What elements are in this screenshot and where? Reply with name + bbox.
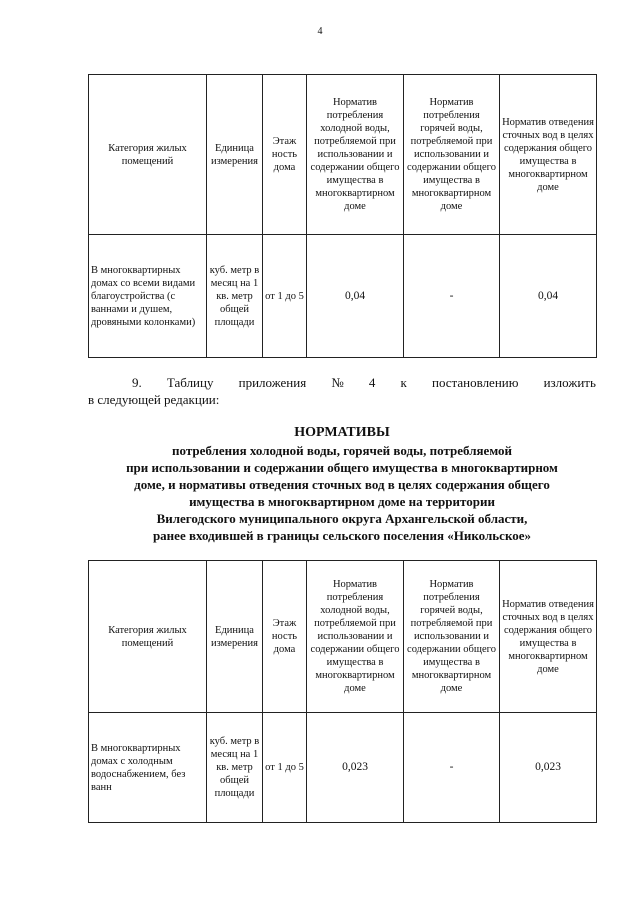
- cell-hot-water: -: [404, 713, 500, 823]
- item-word: изложить: [543, 375, 596, 390]
- table-header-row: [89, 75, 597, 235]
- heading-line: доме, и нормативы отведения сточных вод в целях содержания общего: [134, 477, 550, 492]
- item-9-line-2: в следующей редакции:: [88, 392, 220, 407]
- norms-table-1: [88, 74, 597, 358]
- item-word: 4: [368, 375, 376, 390]
- heading-title: НОРМАТИВЫ: [294, 425, 390, 440]
- header-cold-water: Норматив потребления холодной воды, потребляемой при использовании и содержании общего имущества в многоквартирном доме: [307, 561, 404, 713]
- page-number: 4: [317, 26, 323, 37]
- cell-sewage: 0,023: [500, 713, 597, 823]
- cell-floors: от 1 до 5: [263, 713, 307, 823]
- item-word: №: [331, 375, 344, 390]
- cell-cold-water: 0,023: [307, 713, 404, 823]
- table-row: [89, 235, 597, 358]
- item-word: к: [400, 375, 407, 390]
- heading-line: имущества в многоквартирном доме на территории: [189, 494, 495, 509]
- item-word: постановлению: [431, 375, 519, 390]
- item-number: 9.: [132, 375, 142, 390]
- header-cold-water: Норматив потребления холодной воды, потребляемой при использовании и содержании общего имущества в многоквартирном доме: [307, 75, 404, 235]
- header-category: Категория жилых помещений: [89, 75, 207, 235]
- item-9-line-1: [88, 374, 596, 391]
- header-unit: Единица измерения: [207, 75, 263, 235]
- header-floors: Этаж ность дома: [263, 75, 307, 235]
- header-hot-water: Норматив потребления горячей воды, потребляемой при использовании и содержании общего имущества в многоквартирном доме: [404, 561, 500, 713]
- table-row: [89, 713, 597, 823]
- heading-line: потребления холодной воды, горячей воды, потребляемой: [172, 443, 512, 458]
- cell-cold-water: 0,04: [307, 235, 404, 358]
- cell-floors: от 1 до 5: [263, 235, 307, 358]
- header-category: Категория жилых помещений: [89, 561, 207, 713]
- cell-hot-water: -: [404, 235, 500, 358]
- cell-category: В многоквартирных домах с холодным водоснабжением, без ванн: [89, 713, 207, 823]
- header-hot-water: Норматив потребления горячей воды, потребляемой при использовании и содержании общего имущества в многоквартирном доме: [404, 75, 500, 235]
- heading-line: ранее входившей в границы сельского поселения «Никольское»: [152, 528, 532, 543]
- header-sewage: Норматив отведения сточных вод в целях содержания общего имущества в многоквартирном доме: [500, 75, 597, 235]
- header-sewage: Норматив отведения сточных вод в целях содержания общего имущества в многоквартирном доме: [500, 561, 597, 713]
- heading-line: Вилегодского муниципального округа Архангельской области,: [156, 511, 528, 526]
- heading-line: при использовании и содержании общего имущества в многоквартирном: [126, 460, 558, 475]
- cell-category: В многоквартирных домах со всеми видами благоустройства (с ваннами и душем, дровяными колонками): [89, 235, 207, 358]
- cell-sewage: 0,04: [500, 235, 597, 358]
- norms-table-2: [88, 560, 597, 823]
- item-word: приложения: [238, 375, 307, 390]
- cell-unit: куб. метр в месяц на 1 кв. метр общей площади: [207, 713, 263, 823]
- header-unit: Единица измерения: [207, 561, 263, 713]
- cell-unit: куб. метр в месяц на 1 кв. метр общей площади: [207, 235, 263, 358]
- section-heading: [88, 424, 596, 544]
- item-9-paragraph: [88, 374, 596, 408]
- table-header-row: [89, 561, 597, 713]
- item-word: Таблицу: [166, 375, 214, 390]
- header-floors: Этаж ность дома: [263, 561, 307, 713]
